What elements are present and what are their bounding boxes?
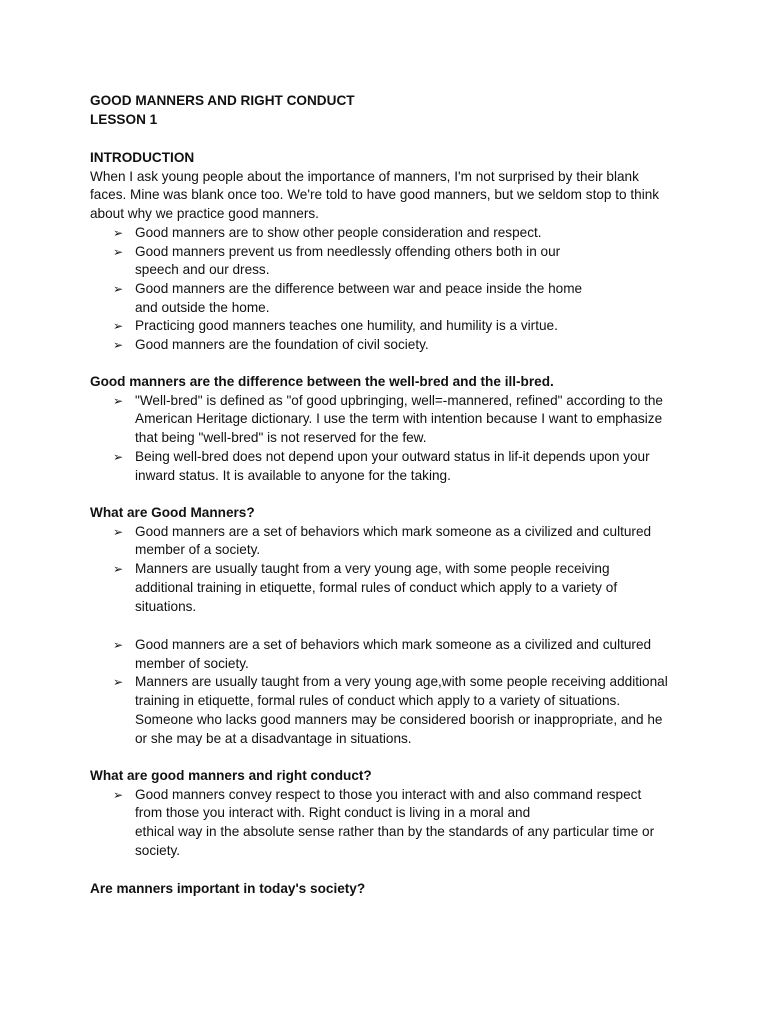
list-item-text: member of society.	[135, 655, 249, 671]
list-item-text: Someone who lacks good manners may be considered boorish or inappropriate, and he	[135, 711, 663, 727]
list-item	[90, 448, 663, 485]
bullet-list	[90, 523, 651, 617]
list-item	[90, 243, 659, 280]
list-item	[90, 560, 651, 616]
list-item-text: Good manners are a set of behaviors which mark someone as a civilized and cultured	[135, 637, 652, 652]
section-well-bred	[90, 373, 663, 485]
list-item-text: and outside the home.	[135, 299, 270, 315]
bullet-list	[90, 392, 663, 486]
lesson-label: LESSON 1	[90, 111, 158, 127]
arrow-bullet-icon: ➢	[113, 638, 124, 652]
list-item-text: Good manners are the foundation of civil society.	[135, 337, 429, 353]
list-item-text: Manners are usually taught from a very young age,with some people receiving additional	[135, 674, 668, 690]
list-item-text: Good manners prevent us from needlessly offending others both in our	[135, 243, 561, 259]
section-heading: What are good manners and right conduct?	[90, 768, 372, 783]
section-what-are-good-manners-continued	[90, 636, 668, 748]
list-item-text: Practicing good manners teaches one humility, and humility is a virtue.	[135, 318, 558, 334]
section-heading: INTRODUCTION	[90, 150, 195, 165]
section-importance	[90, 880, 365, 899]
section-heading: Are manners important in today's society?	[90, 881, 366, 896]
list-item-text: society.	[135, 842, 181, 858]
bullet-list	[90, 224, 659, 355]
arrow-bullet-icon: ➢	[113, 319, 124, 334]
arrow-bullet-icon: ➢	[113, 675, 124, 690]
arrow-bullet-icon: ➢	[113, 562, 124, 577]
bullet-list	[90, 786, 654, 861]
list-item	[90, 392, 663, 448]
section-heading: Good manners are the difference between the well-bred and the ill-bred.	[90, 374, 554, 389]
list-item-text: Good manners convey respect to those you interact with and also command respect	[135, 786, 642, 802]
intro-paragraph-line: about why we practice good manners.	[90, 206, 319, 222]
list-item	[90, 317, 659, 336]
list-item-text: member of a society.	[135, 542, 261, 558]
list-item	[90, 224, 659, 243]
list-item	[90, 280, 659, 317]
list-item-text: that being "well-bred" is not reserved for the few.	[135, 430, 427, 446]
list-item-text: Good manners are the difference between war and peace inside the home	[135, 280, 583, 296]
title-block	[90, 92, 355, 129]
list-item	[90, 636, 668, 673]
intro-paragraph-line: When I ask young people about the importance of manners, I'm not surprised by their blank	[90, 168, 639, 184]
arrow-bullet-icon: ➢	[113, 244, 124, 259]
arrow-bullet-icon: ➢	[113, 787, 124, 802]
list-item-text: Being well-bred does not depend upon your outward status in lif-it depends upon your	[135, 448, 650, 464]
list-item-text: additional training in etiquette, formal rules of conduct which apply to a variety of	[135, 579, 618, 595]
list-item-text: from those you interact with. Right conduct is living in a moral and	[135, 805, 531, 821]
list-item-text: inward status. It is available to anyone for the taking.	[135, 467, 451, 483]
arrow-bullet-icon: ➢	[113, 338, 124, 353]
list-item	[90, 673, 668, 748]
arrow-bullet-icon: ➢	[113, 393, 124, 408]
list-item-text: training in etiquette, formal rules of conduct which apply to a variety of situations.	[135, 693, 621, 709]
list-item-text: "Well-bred" is defined as "of good upbringing, well=-mannered, refined" according to the	[135, 392, 663, 408]
intro-paragraph-line: faces. Mine was blank once too. We're told to have good manners, but we seldom stop to think	[90, 187, 660, 203]
section-right-conduct	[90, 767, 654, 861]
list-item-text: American Heritage dictionary. I use the term with intention because I want to emphasize	[135, 411, 663, 427]
list-item-text: speech and our dress.	[135, 262, 270, 278]
arrow-bullet-icon: ➢	[113, 225, 124, 240]
arrow-bullet-icon: ➢	[113, 281, 124, 296]
list-item-text: situations.	[135, 598, 197, 614]
arrow-bullet-icon: ➢	[113, 524, 124, 539]
list-item-text: or she may be at a disadvantage in situations.	[135, 730, 412, 746]
list-item	[90, 523, 651, 560]
list-item-text: Good manners are to show other people consideration and respect.	[135, 224, 542, 240]
list-item-text: Good manners are a set of behaviors which mark someone as a civilized and cultured	[135, 523, 652, 539]
section-introduction	[90, 149, 659, 355]
bullet-list	[90, 636, 668, 748]
list-item	[90, 336, 659, 355]
section-what-are-good-manners	[90, 504, 651, 616]
section-heading: What are Good Manners?	[90, 505, 255, 520]
document-title: GOOD MANNERS AND RIGHT CONDUCT	[90, 93, 355, 108]
arrow-bullet-icon: ➢	[113, 449, 124, 464]
list-item-text: ethical way in the absolute sense rather than by the standards of any particular time or	[135, 824, 655, 840]
list-item	[90, 786, 654, 861]
list-item-text: Manners are usually taught from a very young age, with some people receiving	[135, 561, 610, 577]
